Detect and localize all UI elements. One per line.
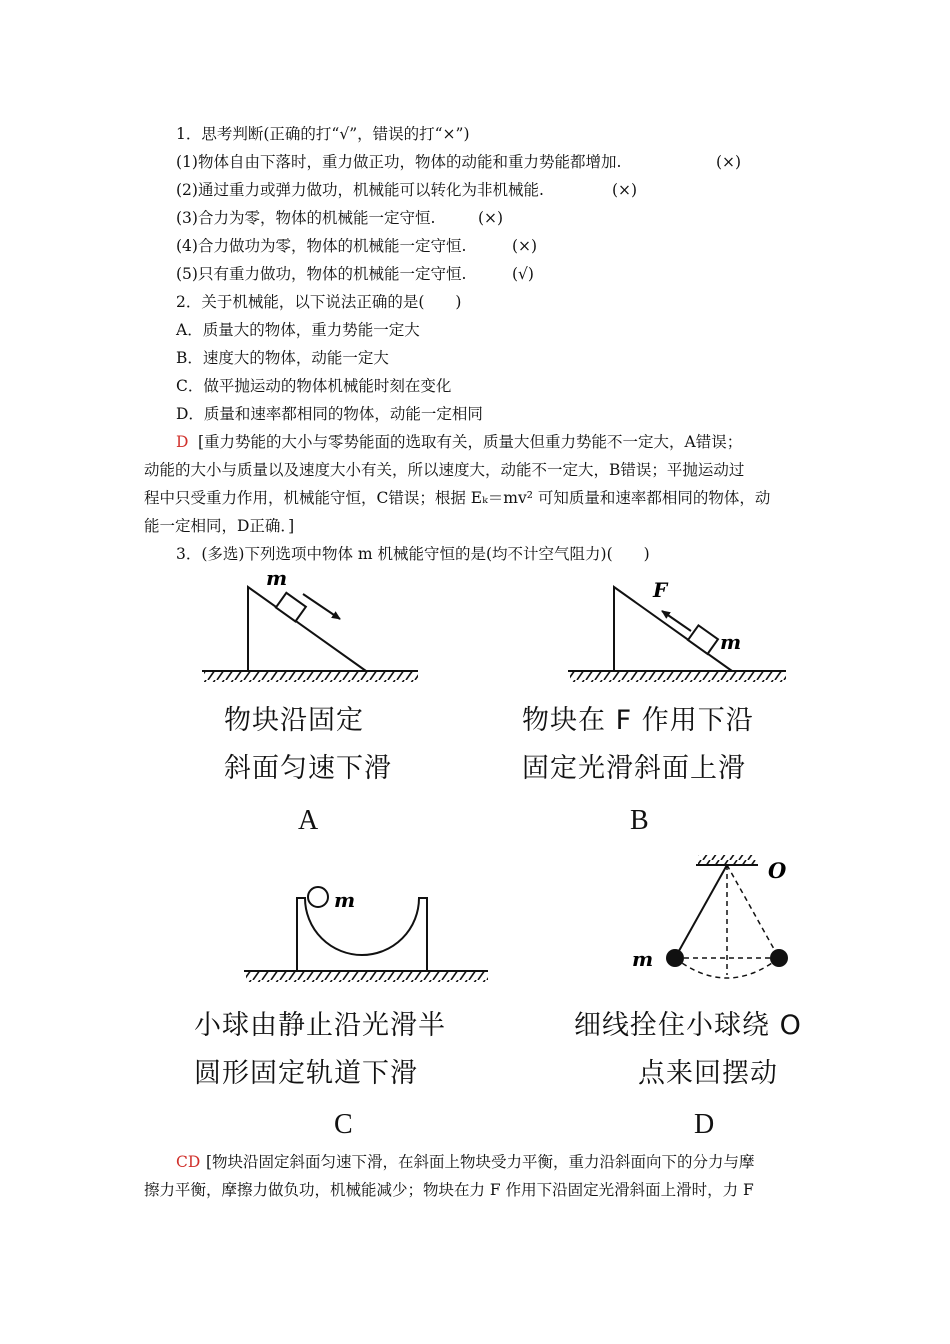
q1-item-5-mark: (√) (512, 265, 534, 283)
figure-d-label: D (694, 1109, 715, 1140)
figure-b-block (688, 625, 718, 654)
q2-option-d: D．质量和速率都相同的物体，动能一定相同 (176, 405, 483, 423)
figure-a-incline (248, 587, 366, 671)
figure-d-ball-right (770, 949, 788, 967)
figure-b-incline (614, 587, 732, 671)
figure-c-mass-label: m (334, 888, 356, 912)
figure-a-label: A (298, 805, 319, 836)
figure-c-diagram (244, 887, 488, 982)
q2-option-a: A．质量大的物体，重力势能一定大 (176, 321, 420, 339)
q1-item-1-mark: (×) (716, 153, 742, 171)
q2-stem: 2．关于机械能，以下说法正确的是( ) (176, 293, 462, 311)
figure-b-ground-hatch (570, 672, 786, 682)
figure-c-ground-hatch (246, 972, 488, 982)
figure-d-string (675, 865, 727, 958)
figure-a-caption-1: 物块沿固定 (224, 705, 364, 736)
figure-c-ball (308, 887, 328, 907)
figure-c-label: C (334, 1109, 353, 1140)
q1-item-5: (5)只有重力做功，物体的机械能一定守恒. (176, 265, 467, 283)
figure-a-ground-hatch (204, 672, 418, 682)
figure-b-force-label: F (653, 578, 668, 602)
q1-stem: 1．思考判断(正确的打“√”，错误的打“×”) (176, 125, 470, 143)
q1-item-3: (3)合力为零，物体的机械能一定守恒. (176, 209, 436, 227)
q2-explanation-3: 程中只受重力作用，机械能守恒，C错误；根据 Eₖ＝mv² 可知质量和速率都相同的物体，动 (144, 489, 771, 507)
figure-a-motion-arrow (303, 594, 340, 619)
figure-d-diagram (632, 855, 788, 978)
q2-explanation-4: 能一定相同，D正确．] (144, 517, 295, 535)
figure-d-caption-1: 细线拴住小球绕 O (574, 1010, 802, 1041)
figure-a-block (276, 593, 306, 622)
q2-answer: D (176, 433, 189, 451)
figure-d-pivot-label: O (768, 858, 787, 883)
q2-option-b: B．速度大的物体，动能一定大 (176, 349, 389, 367)
figure-b-force-arrow (662, 611, 691, 631)
figure-b-label: B (630, 805, 649, 836)
q3-explanation-1: [物块沿固定斜面匀速下滑，在斜面上物块受力平衡，重力沿斜面向下的分力与摩 (206, 1153, 755, 1171)
q1-item-1: (1)物体自由下落时，重力做正功，物体的动能和重力势能都增加. (176, 153, 622, 171)
q1-item-2-mark: (×) (612, 181, 638, 199)
q3-stem: 3．(多选)下列选项中物体 m 机械能守恒的是(均不计空气阻力)( ) (176, 545, 650, 563)
q1-item-4-mark: (×) (512, 237, 538, 255)
figure-b-caption-2: 固定光滑斜面上滑 (522, 753, 746, 784)
figure-d-ceiling-hatch (698, 855, 756, 864)
q3-explanation-2: 擦力平衡，摩擦力做负功，机械能减少；物块在力 F 作用下沿固定光滑斜面上滑时，力 F (144, 1181, 754, 1199)
figure-b-diagram (568, 578, 786, 682)
figure-b-caption-1: 物块在 F 作用下沿 (522, 705, 754, 736)
q1-item-3-mark: (×) (478, 209, 504, 227)
q3-answer: CD (176, 1153, 201, 1171)
figure-a-caption-2: 斜面匀速下滑 (224, 753, 392, 784)
figure-b-mass-label: m (720, 630, 742, 654)
figure-d-ball-left (666, 949, 684, 967)
figure-a-mass-label: m (266, 566, 288, 590)
figure-d-caption-2: 点来回摆动 (638, 1058, 778, 1089)
figure-c-caption-1: 小球由静止沿光滑半 (194, 1010, 446, 1041)
q1-item-2: (2)通过重力或弹力做功，机械能可以转化为非机械能. (176, 181, 544, 199)
figure-d-mass-label: m (632, 947, 654, 971)
q2-explanation-2: 动能的大小与质量以及速度大小有关，所以速度大，动能不一定大，B错误；平抛运动过 (144, 461, 745, 479)
q2-option-c: C．做平抛运动的物体机械能时刻在变化 (176, 377, 452, 395)
q2-explanation-1: [重力势能的大小与零势能面的选取有关，质量大但重力势能不一定大，A错误； (198, 433, 743, 451)
figure-c-track (297, 898, 427, 971)
figure-c-caption-2: 圆形固定轨道下滑 (194, 1058, 418, 1089)
q1-item-4: (4)合力做功为零，物体的机械能一定守恒. (176, 237, 467, 255)
figure-a-diagram (202, 566, 418, 682)
